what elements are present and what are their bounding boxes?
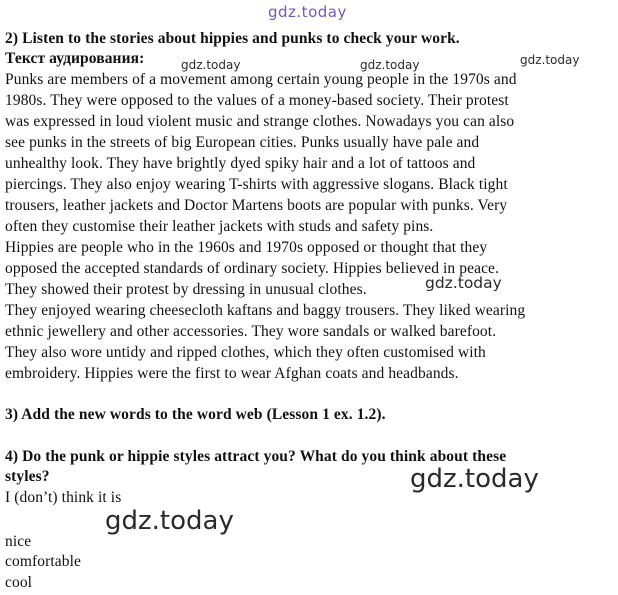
watermark-large-left: gdz.today <box>105 506 234 536</box>
audio-text-subheading: Текст аудирования: <box>5 50 145 67</box>
watermark-large-right: gdz.today <box>410 464 539 494</box>
punks-line: often they customise their leather jackets with studs and safety pins. <box>5 218 434 235</box>
task-2-heading: 2) Listen to the stories about hippies and punks to check your work. <box>5 30 460 47</box>
task-4-heading-line-2: styles? <box>5 468 50 485</box>
punks-line: Punks are members of a movement among certain young people in the 1970s and <box>5 71 517 88</box>
punks-line: see punks in the streets of big European cities. Punks usually have pale and <box>5 134 480 151</box>
hippies-line: ethnic jewellery and other accessories. They wore sandals or walked barefoot. <box>5 323 497 340</box>
task-4-prompt: I (don’t) think it is <box>5 489 122 506</box>
option-comfortable: comfortable <box>5 553 81 570</box>
option-nice: nice <box>5 533 32 550</box>
watermark-medium: gdz.today <box>425 274 502 292</box>
punks-line: piercings. They also enjoy wearing T-shirts with aggressive slogans. Black tight <box>5 176 508 193</box>
hippies-line: opposed the accepted standards of ordinary society. Hippies believed in peace. <box>5 260 500 277</box>
punks-line: trousers, leather jackets and Doctor Martens boots are popular with punks. Very <box>5 197 508 214</box>
punks-line: 1980s. They were opposed to the values of a money-based society. Their protest <box>5 92 509 109</box>
option-cool: cool <box>5 574 33 591</box>
watermark-small-2: gdz.today <box>360 58 420 72</box>
task-4-heading-line-1: 4) Do the punk or hippie styles attract you? What do you think about these <box>5 448 507 465</box>
hippies-line: They showed their protest by dressing in unusual clothes. <box>5 281 367 298</box>
hippies-line: They also wore untidy and ripped clothes, which they often customised with <box>5 344 486 361</box>
watermark-small-3: gdz.today <box>520 53 580 67</box>
hippies-line: Hippies are people who in the 1960s and 1970s opposed or thought that they <box>5 239 488 256</box>
watermark-top: gdz.today <box>268 3 347 21</box>
task-3-heading: 3) Add the new words to the word web (Lesson 1 ex. 1.2). <box>5 406 386 423</box>
punks-line: was expressed in loud violent music and strange clothes. Nowadays you can also <box>5 113 515 130</box>
hippies-line: They enjoyed wearing cheesecloth kaftans and baggy trousers. They liked wearing <box>5 302 526 319</box>
hippies-line: embroidery. Hippies were the first to wear Afghan coats and headbands. <box>5 365 459 382</box>
watermark-small-1: gdz.today <box>181 58 241 72</box>
punks-line: unhealthy look. They have brightly dyed spiky hair and a lot of tattoos and <box>5 155 476 172</box>
